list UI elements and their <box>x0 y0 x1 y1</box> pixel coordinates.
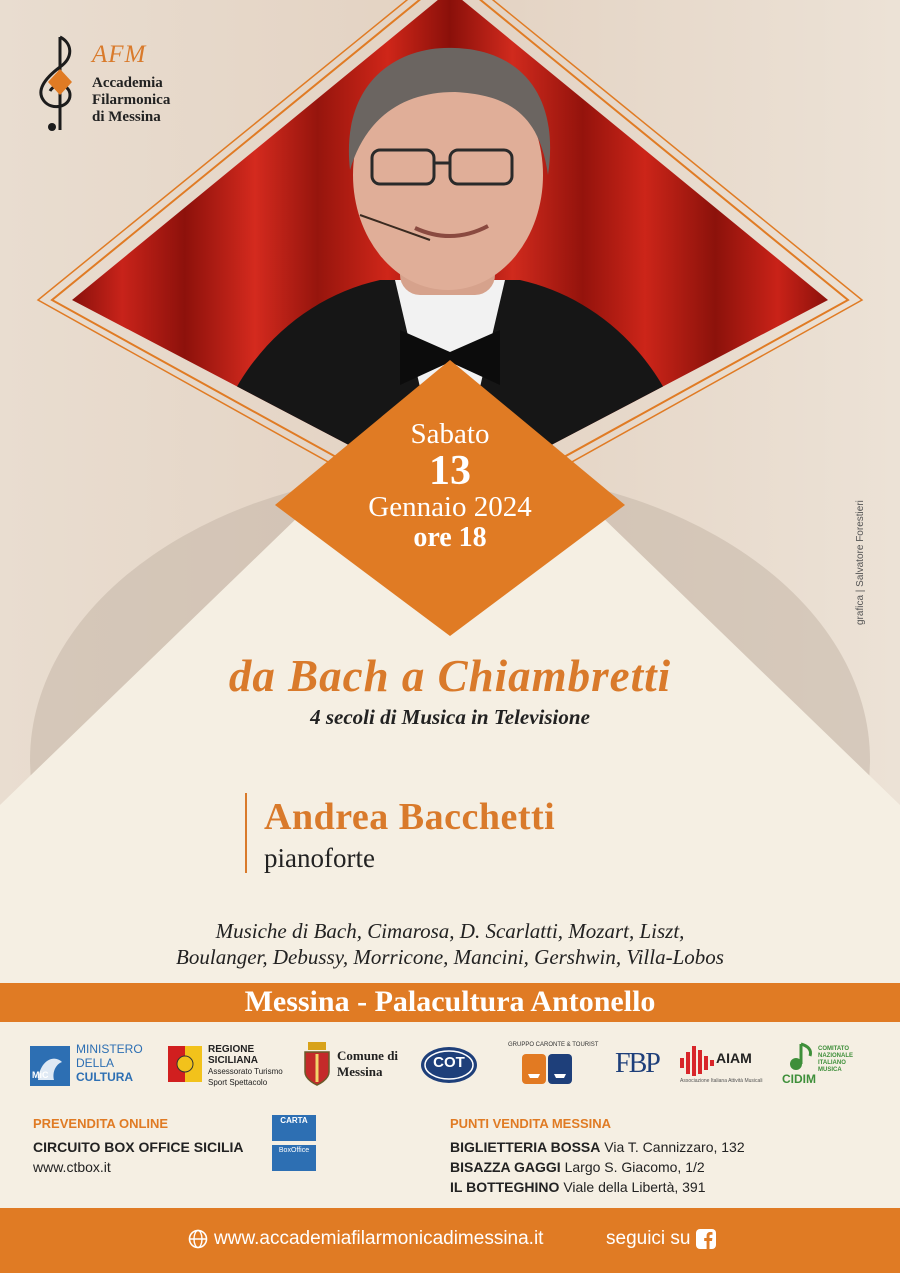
afm-name: Accademia Filarmonica di Messina <box>92 75 171 125</box>
outlets-info <box>450 1116 745 1195</box>
presale-info <box>33 1116 244 1175</box>
event-title: da Bach a Chiambretti <box>228 651 672 701</box>
outlet-row: IL BOTTEGHINO Viale della Libertà, 391 <box>450 1179 706 1195</box>
footer-bar <box>0 1208 900 1273</box>
graphic-credit: grafica | Salvatore Forestieri <box>855 500 866 625</box>
program: Musiche di Bach, Cimarosa, D. Scarlatti, Mozart, Liszt, Boulanger, Debussy, Morricone, Mancini, Gershwin, Villa-Lobos <box>176 919 724 969</box>
boxoffice-badges: CARTA BoxOffice <box>272 1115 316 1171</box>
trinacria-icon <box>168 1046 202 1082</box>
mic-logo: MINISTERO DELLA CULTURA MiC <box>32 1042 143 1084</box>
date-time: ore 18 <box>413 522 487 553</box>
presale-heading: PREVENDITA ONLINE <box>33 1116 169 1131</box>
caronte-tourist-logo: GRUPPO CARONTE & TOURIST <box>508 1040 598 1092</box>
afm-logo <box>30 35 180 135</box>
outlet-row: BIGLIETTERIA BOSSA Via T. Cannizzaro, 132 <box>450 1139 745 1155</box>
cidim-logo: CIDIM COMITATO NAZIONALE ITALIANO MUSICA <box>782 1040 882 1092</box>
comune-messina-logo: Comune di Messina <box>303 1040 413 1092</box>
mic-emblem-icon <box>30 1046 70 1086</box>
outlets-heading: PUNTI VENDITA MESSINA <box>450 1116 612 1131</box>
ferry-icon <box>522 1054 572 1084</box>
soundwave-icon <box>680 1044 714 1076</box>
venue-banner: Messina - Palacultura Antonello <box>0 983 900 1022</box>
date-number: 13 <box>429 448 471 494</box>
artist-role: pianoforte <box>264 843 375 873</box>
treble-clef-icon <box>30 35 84 135</box>
artist-divider <box>245 793 247 873</box>
follow-label: seguici su <box>606 1228 691 1249</box>
outlet-row: BISAZZA GAGGI Largo S. Giacomo, 1/2 <box>450 1159 705 1175</box>
date-month-year: Gennaio 2024 <box>368 491 532 523</box>
music-note-icon <box>786 1042 816 1072</box>
fbp-logo: FBP <box>615 1048 659 1079</box>
presale-url[interactable]: www.ctbox.it <box>33 1159 111 1175</box>
globe-icon <box>188 1229 208 1249</box>
aiam-logo: AIAM Associazione Italiana Attività Musicali <box>680 1040 770 1092</box>
cot-logo: COT <box>420 1040 480 1092</box>
afm-abbr: AFM <box>92 41 147 68</box>
artist-name: Andrea Bacchetti <box>264 796 556 838</box>
facebook-icon[interactable] <box>696 1229 716 1249</box>
website-link[interactable]: www.accademiafilarmonicadimessina.it <box>214 1228 544 1249</box>
regione-siciliana-logo: REGIONE SICILIANA Assessorato Turismo Sport Spettacolo <box>168 1040 288 1092</box>
event-subtitle: 4 secoli di Musica in Televisione <box>310 705 590 729</box>
coat-of-arms-icon <box>303 1042 331 1086</box>
event-date <box>340 418 560 554</box>
date-day: Sabato <box>410 418 490 450</box>
presale-circuit: CIRCUITO BOX OFFICE SICILIA <box>33 1139 244 1155</box>
